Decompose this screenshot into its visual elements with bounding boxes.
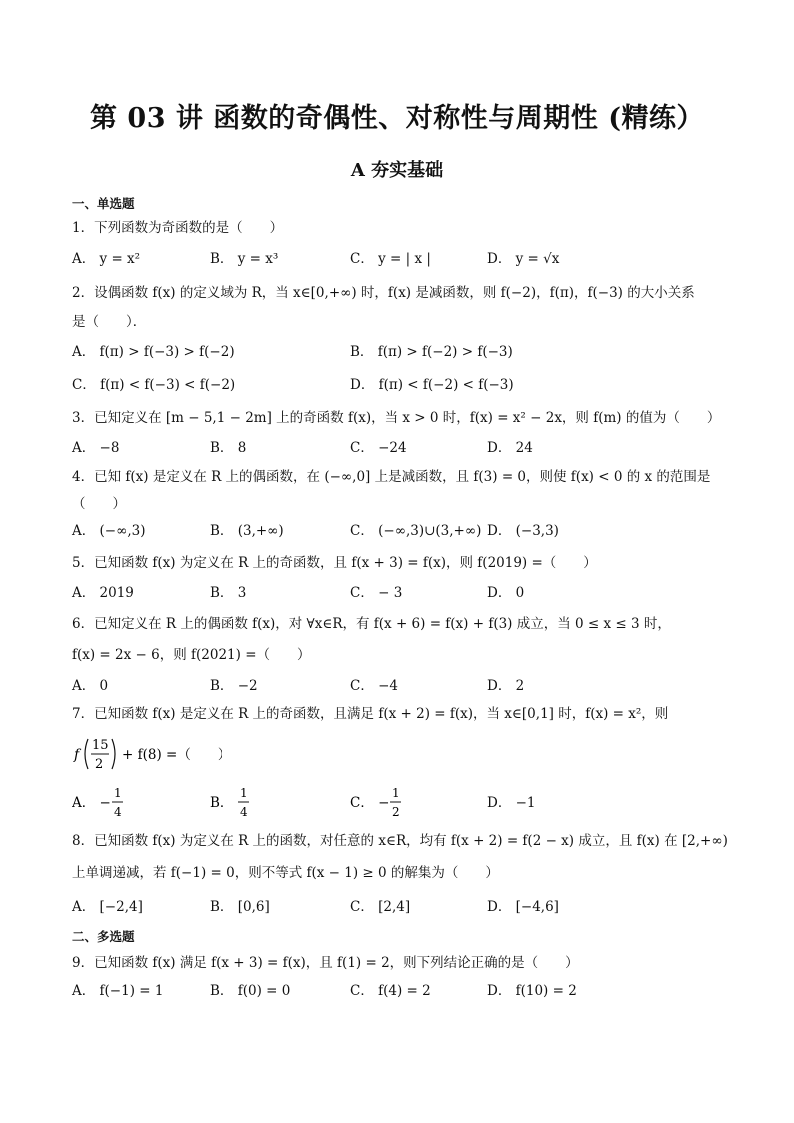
q7-option-c-num: 1 [392, 786, 400, 800]
question-7-stem-line1: 7．已知函数 f(x) 是定义在 R 上的奇函数，且满足 f(x + 2) = f(x)，当 x∈[0,1] 时，f(x) = x²，则 [72, 706, 669, 722]
q2-option-c: C． f(π) < f(−3) < f(−2) [72, 377, 236, 393]
q7-option-c-den: 2 [392, 805, 400, 819]
section-heading-single: 一、单选题 [72, 196, 135, 211]
q9-option-c: C． f(4) = 2 [350, 983, 431, 999]
q4-option-a: A． (−∞,3) [72, 523, 146, 539]
q7-left-paren [85, 739, 88, 769]
q7-option-b-den: 4 [240, 805, 248, 819]
question-2-stem-line1: 2．设偶函数 f(x) 的定义域为 R，当 x∈[0,+∞) 时，f(x) 是减函数，则 f(−2)，f(π)，f(−3) 的大小关系 [72, 285, 695, 301]
q6-option-c: C． −4 [350, 678, 399, 694]
q5-option-b: B． 3 [210, 585, 247, 601]
q7-option-c-label: C． − [350, 795, 390, 811]
q7-frac-numerator: 15 [92, 738, 109, 753]
question-5-stem: 5．已知函数 f(x) 为定义在 R 上的奇函数，且 f(x + 3) = f(x)，则 f(2019) =（ ） [72, 555, 597, 571]
question-6-stem-line2: f(x) = 2x − 6，则 f(2021) =（ ） [72, 647, 311, 663]
q7-option-a-graphic [72, 784, 162, 822]
q4-option-b: B． (3,+∞) [210, 523, 284, 539]
q7-option-a [72, 784, 162, 826]
q8-option-a: A． [−2,4] [72, 899, 143, 915]
q7-right-paren [112, 739, 115, 769]
q7-option-b-num: 1 [240, 786, 248, 800]
question-3-stem: 3．已知定义在 [m − 5,1 − 2m] 上的奇函数 f(x)，当 x > 0 时，f(x) = x² − 2x，则 f(m) 的值为（ ） [72, 410, 721, 426]
q6-option-d: D． 2 [487, 678, 525, 694]
q8-option-c: C． [2,4] [350, 899, 411, 915]
q7-option-b-graphic [210, 784, 300, 822]
q1-option-a: A． y = x² [72, 251, 141, 267]
q6-option-b: B． −2 [210, 678, 258, 694]
q1-option-b: B． y = x³ [210, 251, 279, 267]
q7-option-a-num: 1 [114, 786, 122, 800]
q7-expression [72, 733, 222, 775]
question-4-stem-line1: 4．已知 f(x) 是定义在 R 上的偶函数，在 (−∞,0] 上是减函数，且 f(3) = 0，则使 f(x) < 0 的 x 的范围是 [72, 469, 711, 485]
q5-option-c: C． − 3 [350, 585, 403, 601]
q3-option-d: D． 24 [487, 440, 533, 456]
question-8-stem-line1: 8．已知函数 f(x) 为定义在 R 上的函数，对任意的 x∈R，均有 f(x + 2) = f(2 − x) 成立，且 f(x) 在 [2,+∞) [72, 833, 728, 849]
q7-expression-tail: + f(8) =（ ） [122, 747, 222, 763]
q3-option-c: C． −24 [350, 440, 407, 456]
q1-option-c: C． y = | x | [350, 251, 431, 267]
question-4-stem-line2: （ ） [72, 496, 126, 512]
question-6-stem-line1: 6．已知定义在 R 上的偶函数 f(x)，对 ∀x∈R，有 f(x + 6) = f(x) + f(3) 成立，当 0 ≤ x ≤ 3 时， [72, 616, 671, 632]
q7-option-d: D． −1 [487, 795, 536, 811]
q2-option-a: A． f(π) > f(−3) > f(−2) [72, 344, 235, 360]
q8-option-d: D． [−4,6] [487, 899, 559, 915]
question-1-stem: 1．下列函数为奇函数的是（ ） [72, 220, 284, 236]
q7-f-symbol: f [74, 747, 80, 763]
q7-option-a-label: A． − [72, 795, 111, 811]
question-2-stem-line2: 是（ ）． [72, 314, 147, 330]
q9-option-b: B． f(0) = 0 [210, 983, 291, 999]
q7-option-c [350, 784, 440, 826]
q7-frac-denominator: 2 [95, 757, 104, 772]
section-heading-multi: 二、多选题 [72, 929, 135, 944]
q1-option-d: D． y = √x [487, 251, 560, 267]
q4-option-c: C． (−∞,3)∪(3,+∞) [350, 523, 482, 539]
q2-option-b: B． f(π) > f(−2) > f(−3) [350, 344, 513, 360]
q3-option-a: A． −8 [72, 440, 120, 456]
q5-option-a: A． 2019 [72, 585, 134, 601]
q7-option-c-graphic [350, 784, 440, 822]
page-title: 第 03 讲 函数的奇偶性、对称性与周期性 (精练） [90, 103, 704, 134]
q6-option-a: A． 0 [72, 678, 109, 694]
q7-option-b-label: B． [210, 795, 234, 811]
q7-option-a-den: 4 [114, 805, 122, 819]
question-8-stem-line2: 上单调递减，若 f(−1) = 0，则不等式 f(x − 1) ≥ 0 的解集为（ ） [72, 865, 499, 881]
question-9-stem: 9．已知函数 f(x) 满足 f(x + 3) = f(x)，且 f(1) = 2，则下列结论正确的是（ ） [72, 955, 579, 971]
q3-option-b: B． 8 [210, 440, 247, 456]
q2-option-d: D． f(π) < f(−2) < f(−3) [350, 377, 514, 393]
q5-option-d: D． 0 [487, 585, 525, 601]
q7-option-b [210, 784, 300, 826]
q4-option-d: D． (−3,3) [487, 523, 559, 539]
q9-option-d: D． f(10) = 2 [487, 983, 577, 999]
section-subtitle: A 夯实基础 [350, 160, 444, 181]
q9-option-a: A． f(−1) = 1 [72, 983, 164, 999]
q8-option-b: B． [0,6] [210, 899, 270, 915]
question-7-stem-line2 [72, 733, 222, 773]
